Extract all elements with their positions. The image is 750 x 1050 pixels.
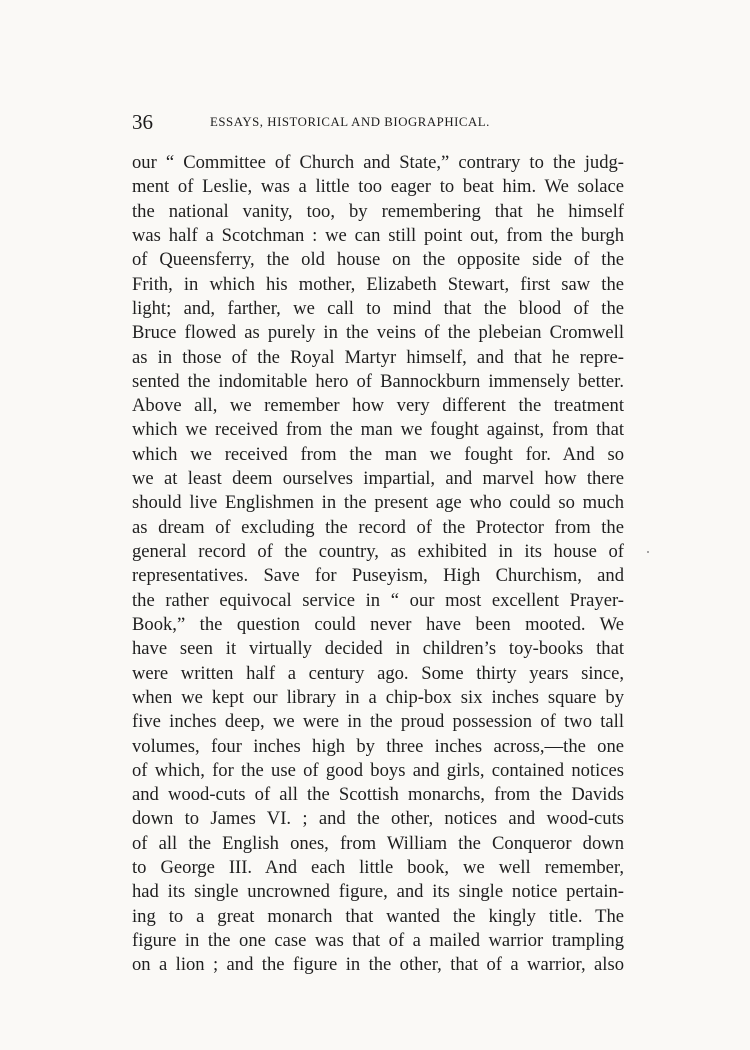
text-line: of Queensferry, the old house on the opposite side of the: [132, 249, 624, 271]
text-line: Frith, in which his mother, Elizabeth Stewart, first saw the: [132, 273, 624, 295]
text-line: as dream of excluding the record of the Protector from the: [132, 516, 624, 538]
text-line: Book,” the question could never have been mooted. We: [132, 613, 624, 635]
text-line: down to James VI. ; and the other, notices and wood-cuts: [132, 808, 624, 830]
text-line: representatives. Save for Puseyism, High Churchism, and: [132, 565, 624, 587]
text-line: volumes, four inches high by three inches across,—the one: [132, 735, 624, 757]
body-text: [132, 151, 624, 978]
text-line: we at least deem ourselves impartial, and marvel how there: [132, 468, 624, 490]
text-line: had its single uncrowned figure, and its single notice pertain-: [132, 881, 624, 903]
text-line: the rather equivocal service in “ our most excellent Prayer-: [132, 589, 624, 611]
text-line: on a lion ; and the figure in the other, that of a warrior, also: [132, 954, 624, 976]
text-line: the national vanity, too, by remembering that he himself: [132, 200, 624, 222]
running-head: [132, 110, 624, 134]
text-line: ing to a great monarch that wanted the kingly title. The: [132, 905, 624, 927]
text-line: of which, for the use of good boys and girls, contained notices: [132, 759, 624, 781]
text-line: sented the indomitable hero of Bannockburn immensely better.: [132, 370, 624, 392]
text-line: light; and, farther, we call to mind that the blood of the: [132, 297, 624, 319]
text-line: of all the English ones, from William the Conqueror down: [132, 832, 624, 854]
text-line: as in those of the Royal Martyr himself, and that he repre-: [132, 346, 624, 368]
text-line: was half a Scotchman : we can still point out, from the burgh: [132, 224, 624, 246]
text-line: were written half a century ago. Some thirty years since,: [132, 662, 624, 684]
text-line: which we received from the man we fought for. And so: [132, 443, 624, 465]
text-line: should live Englishmen in the present age who could so much: [132, 492, 624, 514]
text-line: Bruce flowed as purely in the veins of the plebeian Cromwell: [132, 322, 624, 344]
running-title: ESSAYS, HISTORICAL AND BIOGRAPHICAL.: [210, 115, 490, 129]
text-line: have seen it virtually decided in children’s toy-books that: [132, 638, 624, 660]
text-line: when we kept our library in a chip-box six inches square by: [132, 686, 624, 708]
text-line: and wood-cuts of all the Scottish monarchs, from the Davids: [132, 784, 624, 806]
text-line: figure in the one case was that of a mailed warrior trampling: [132, 930, 624, 951]
text-line: our “ Committee of Church and State,” contrary to the judg-: [132, 152, 624, 173]
text-line: Above all, we remember how very different the treatment: [132, 395, 624, 417]
print-speck: [647, 551, 649, 553]
page-number: 36: [132, 110, 153, 134]
text-line: five inches deep, we were in the proud possession of two tall: [132, 711, 624, 733]
text-line: which we received from the man we fought against, from that: [132, 419, 624, 441]
text-line: to George III. And each little book, we well remember,: [132, 857, 624, 879]
text-line: ment of Leslie, was a little too eager to beat him. We solace: [132, 176, 624, 198]
text-line: general record of the country, as exhibited in its house of: [132, 541, 624, 562]
